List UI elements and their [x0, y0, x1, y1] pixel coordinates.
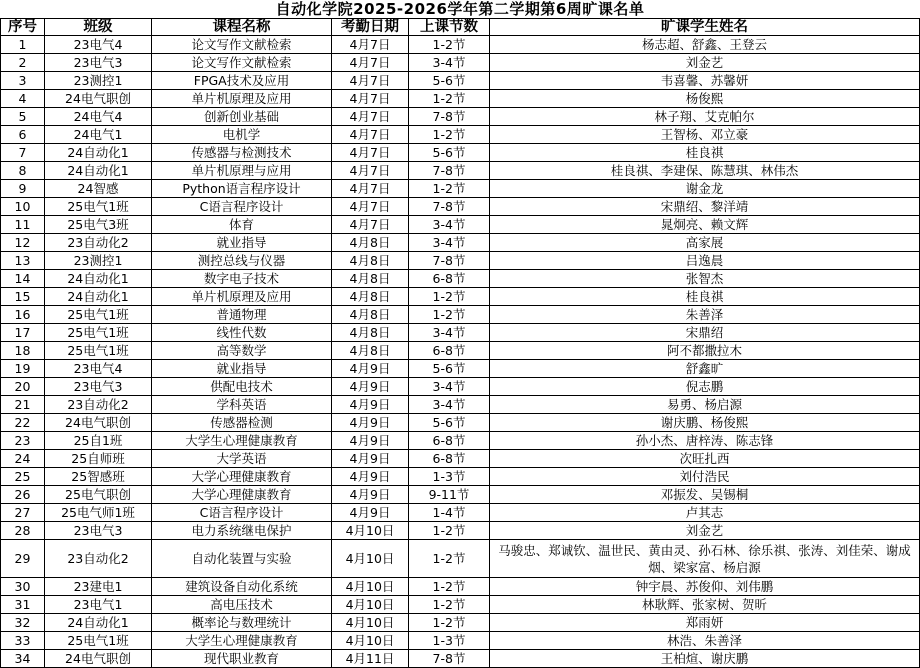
- cell-students: 吕逸晨: [490, 252, 920, 270]
- cell-students: 马骏忠、郑诚钦、温世民、黄由灵、孙石林、徐乐祺、张涛、刘佳荣、谢成烟、梁家富、杨启源: [490, 540, 920, 578]
- cell-students: 谢金龙: [490, 180, 920, 198]
- cell-no: 31: [1, 596, 45, 614]
- cell-students: 阿不都撒拉木: [490, 342, 920, 360]
- cell-date: 4月8日: [332, 342, 409, 360]
- cell-no: 29: [1, 540, 45, 578]
- cell-students: 晁炯亮、赖文辉: [490, 216, 920, 234]
- cell-date: 4月9日: [332, 486, 409, 504]
- cell-course: FPGA技术及应用: [152, 72, 332, 90]
- header-date: 考勤日期: [332, 19, 409, 36]
- cell-course: 高电压技术: [152, 596, 332, 614]
- cell-no: 18: [1, 342, 45, 360]
- table-row: [1, 180, 920, 198]
- cell-course: 供配电技术: [152, 378, 332, 396]
- cell-no: 20: [1, 378, 45, 396]
- cell-no: 13: [1, 252, 45, 270]
- cell-class: 25电气1班: [45, 632, 152, 650]
- table-row: [1, 144, 920, 162]
- cell-periods: 5-6节: [409, 360, 490, 378]
- cell-no: 19: [1, 360, 45, 378]
- cell-no: 15: [1, 288, 45, 306]
- cell-periods: 6-8节: [409, 342, 490, 360]
- cell-periods: 1-2节: [409, 180, 490, 198]
- cell-date: 4月9日: [332, 468, 409, 486]
- cell-course: C语言程序设计: [152, 198, 332, 216]
- cell-date: 4月10日: [332, 578, 409, 596]
- cell-class: 23电气4: [45, 360, 152, 378]
- cell-students: 王柏煊、谢庆鹏: [490, 650, 920, 668]
- cell-students: 王智杨、邓立豪: [490, 126, 920, 144]
- cell-date: 4月8日: [332, 234, 409, 252]
- table-row: [1, 378, 920, 396]
- table-row: [1, 432, 920, 450]
- cell-no: 8: [1, 162, 45, 180]
- cell-course: 创新创业基础: [152, 108, 332, 126]
- cell-no: 32: [1, 614, 45, 632]
- table-row: [1, 36, 920, 54]
- cell-no: 10: [1, 198, 45, 216]
- cell-periods: 3-4节: [409, 216, 490, 234]
- header-periods: 上课节数: [409, 19, 490, 36]
- cell-students: 朱善泽: [490, 306, 920, 324]
- cell-class: 23电气3: [45, 54, 152, 72]
- cell-no: 28: [1, 522, 45, 540]
- cell-class: 25电气职创: [45, 486, 152, 504]
- table-row: [1, 324, 920, 342]
- cell-course: 测控总线与仪器: [152, 252, 332, 270]
- cell-periods: 3-4节: [409, 234, 490, 252]
- cell-no: 33: [1, 632, 45, 650]
- header-class: 班级: [45, 19, 152, 36]
- cell-periods: 3-4节: [409, 396, 490, 414]
- cell-no: 16: [1, 306, 45, 324]
- cell-date: 4月7日: [332, 72, 409, 90]
- cell-class: 24自动化1: [45, 162, 152, 180]
- cell-date: 4月9日: [332, 378, 409, 396]
- table-row: [1, 650, 920, 668]
- table-row: [1, 522, 920, 540]
- cell-periods: 1-2节: [409, 288, 490, 306]
- cell-class: 25电气师1班: [45, 504, 152, 522]
- cell-date: 4月8日: [332, 324, 409, 342]
- cell-course: 电力系统继电保护: [152, 522, 332, 540]
- cell-no: 5: [1, 108, 45, 126]
- cell-periods: 1-2节: [409, 36, 490, 54]
- cell-students: 易勇、杨启源: [490, 396, 920, 414]
- cell-course: 单片机原理及应用: [152, 288, 332, 306]
- cell-date: 4月8日: [332, 288, 409, 306]
- cell-class: 23测控1: [45, 252, 152, 270]
- cell-students: 林浩、朱善泽: [490, 632, 920, 650]
- cell-class: 24自动化1: [45, 614, 152, 632]
- cell-students: 杨志超、舒鑫、王登云: [490, 36, 920, 54]
- cell-class: 25电气1班: [45, 306, 152, 324]
- cell-course: 概率论与数理统计: [152, 614, 332, 632]
- cell-no: 34: [1, 650, 45, 668]
- cell-date: 4月10日: [332, 614, 409, 632]
- cell-class: 25电气1班: [45, 324, 152, 342]
- cell-date: 4月11日: [332, 650, 409, 668]
- cell-students: 杨俊熙: [490, 90, 920, 108]
- cell-periods: 1-3节: [409, 632, 490, 650]
- cell-course: C语言程序设计: [152, 504, 332, 522]
- cell-course: 普通物理: [152, 306, 332, 324]
- cell-students: 谢庆鹏、杨俊熙: [490, 414, 920, 432]
- cell-class: 23电气3: [45, 522, 152, 540]
- cell-students: 郑雨妍: [490, 614, 920, 632]
- cell-class: 25电气1班: [45, 198, 152, 216]
- cell-periods: 1-2节: [409, 540, 490, 578]
- cell-students: 钟宇晨、苏俊仰、刘伟鹏: [490, 578, 920, 596]
- cell-course: 自动化装置与实验: [152, 540, 332, 578]
- table-row: [1, 450, 920, 468]
- cell-students: 卢其志: [490, 504, 920, 522]
- cell-date: 4月9日: [332, 450, 409, 468]
- cell-course: 大学生心理健康教育: [152, 632, 332, 650]
- cell-date: 4月7日: [332, 54, 409, 72]
- table-row: [1, 468, 920, 486]
- cell-students: 张智杰: [490, 270, 920, 288]
- cell-course: 现代职业教育: [152, 650, 332, 668]
- table-row: [1, 108, 920, 126]
- cell-students: 刘金艺: [490, 522, 920, 540]
- cell-date: 4月9日: [332, 414, 409, 432]
- cell-date: 4月7日: [332, 162, 409, 180]
- cell-periods: 7-8节: [409, 108, 490, 126]
- cell-periods: 9-11节: [409, 486, 490, 504]
- cell-students: 孙小杰、唐梓涛、陈志锋: [490, 432, 920, 450]
- cell-course: 传感器与检测技术: [152, 144, 332, 162]
- cell-no: 4: [1, 90, 45, 108]
- cell-class: 24电气职创: [45, 650, 152, 668]
- cell-periods: 1-2节: [409, 578, 490, 596]
- table-row: [1, 360, 920, 378]
- table-row: [1, 72, 920, 90]
- cell-course: 大学心理健康教育: [152, 468, 332, 486]
- cell-class: 24电气1: [45, 126, 152, 144]
- cell-students: 刘付浩民: [490, 468, 920, 486]
- cell-course: 就业指导: [152, 234, 332, 252]
- cell-course: 论文写作文献检索: [152, 36, 332, 54]
- cell-date: 4月7日: [332, 36, 409, 54]
- table-row: [1, 342, 920, 360]
- header-course: 课程名称: [152, 19, 332, 36]
- cell-date: 4月10日: [332, 540, 409, 578]
- cell-date: 4月7日: [332, 198, 409, 216]
- table-row: [1, 216, 920, 234]
- header-no: 序号: [1, 19, 45, 36]
- table-row: [1, 414, 920, 432]
- cell-periods: 1-2节: [409, 306, 490, 324]
- cell-students: 邓振发、吴锡桐: [490, 486, 920, 504]
- cell-class: 24自动化1: [45, 270, 152, 288]
- table-row: [1, 540, 920, 578]
- cell-periods: 5-6节: [409, 144, 490, 162]
- cell-no: 7: [1, 144, 45, 162]
- table-row: [1, 306, 920, 324]
- cell-students: 舒鑫旷: [490, 360, 920, 378]
- cell-date: 4月8日: [332, 252, 409, 270]
- cell-date: 4月7日: [332, 90, 409, 108]
- table-row: [1, 54, 920, 72]
- cell-class: 25电气1班: [45, 342, 152, 360]
- cell-periods: 5-6节: [409, 414, 490, 432]
- cell-periods: 1-2节: [409, 126, 490, 144]
- cell-students: 桂良祺、李建保、陈慧琪、林伟杰: [490, 162, 920, 180]
- cell-date: 4月10日: [332, 596, 409, 614]
- cell-class: 23测控1: [45, 72, 152, 90]
- cell-periods: 7-8节: [409, 252, 490, 270]
- table-row: [1, 126, 920, 144]
- cell-class: 25智感班: [45, 468, 152, 486]
- cell-periods: 1-2节: [409, 522, 490, 540]
- cell-course: 大学英语: [152, 450, 332, 468]
- cell-course: 线性代数: [152, 324, 332, 342]
- cell-no: 30: [1, 578, 45, 596]
- cell-no: 26: [1, 486, 45, 504]
- cell-periods: 7-8节: [409, 162, 490, 180]
- cell-no: 17: [1, 324, 45, 342]
- cell-course: 单片机原理与应用: [152, 162, 332, 180]
- cell-course: 体育: [152, 216, 332, 234]
- cell-class: 24自动化1: [45, 144, 152, 162]
- table-body: [1, 36, 920, 668]
- cell-course: 学科英语: [152, 396, 332, 414]
- sheet-title: 自动化学院2025-2026学年第二学期第6周旷课名单: [275, 0, 645, 18]
- cell-course: 高等数学: [152, 342, 332, 360]
- table-row: [1, 504, 920, 522]
- cell-class: 24电气职创: [45, 90, 152, 108]
- cell-no: 12: [1, 234, 45, 252]
- cell-no: 2: [1, 54, 45, 72]
- absence-table: [0, 18, 920, 668]
- cell-course: 单片机原理及应用: [152, 90, 332, 108]
- cell-date: 4月9日: [332, 504, 409, 522]
- cell-course: 就业指导: [152, 360, 332, 378]
- table-row: [1, 90, 920, 108]
- cell-date: 4月9日: [332, 360, 409, 378]
- cell-periods: 1-4节: [409, 504, 490, 522]
- cell-students: 桂良祺: [490, 144, 920, 162]
- header-students: 旷课学生姓名: [490, 19, 920, 36]
- cell-no: 1: [1, 36, 45, 54]
- cell-students: 林子翔、艾克帕尔: [490, 108, 920, 126]
- cell-no: 23: [1, 432, 45, 450]
- cell-date: 4月10日: [332, 632, 409, 650]
- cell-date: 4月7日: [332, 180, 409, 198]
- table-row: [1, 288, 920, 306]
- cell-date: 4月8日: [332, 270, 409, 288]
- cell-date: 4月8日: [332, 306, 409, 324]
- cell-class: 23电气3: [45, 378, 152, 396]
- cell-course: 电机学: [152, 126, 332, 144]
- cell-students: 林耿辉、张家树、贺昕: [490, 596, 920, 614]
- table-row: [1, 578, 920, 596]
- cell-course: 大学生心理健康教育: [152, 432, 332, 450]
- cell-no: 25: [1, 468, 45, 486]
- cell-students: 韦喜馨、苏馨妍: [490, 72, 920, 90]
- cell-periods: 3-4节: [409, 324, 490, 342]
- table-row: [1, 596, 920, 614]
- cell-date: 4月7日: [332, 144, 409, 162]
- cell-class: 23电气1: [45, 596, 152, 614]
- cell-course: 建筑设备自动化系统: [152, 578, 332, 596]
- cell-no: 24: [1, 450, 45, 468]
- cell-date: 4月9日: [332, 432, 409, 450]
- table-row: [1, 486, 920, 504]
- cell-students: 次旺扎西: [490, 450, 920, 468]
- cell-periods: 6-8节: [409, 450, 490, 468]
- table-row: [1, 614, 920, 632]
- table-row: [1, 632, 920, 650]
- cell-periods: 5-6节: [409, 72, 490, 90]
- table-row: [1, 198, 920, 216]
- table-row: [1, 252, 920, 270]
- cell-no: 27: [1, 504, 45, 522]
- cell-class: 25自1班: [45, 432, 152, 450]
- cell-class: 24自动化1: [45, 288, 152, 306]
- header-row: [1, 19, 920, 36]
- cell-periods: 1-3节: [409, 468, 490, 486]
- cell-class: 23建电1: [45, 578, 152, 596]
- cell-students: 宋鼎绍、黎洋靖: [490, 198, 920, 216]
- cell-periods: 3-4节: [409, 378, 490, 396]
- cell-course: 数字电子技术: [152, 270, 332, 288]
- cell-class: 23自动化2: [45, 234, 152, 252]
- cell-no: 3: [1, 72, 45, 90]
- cell-no: 14: [1, 270, 45, 288]
- table-row: [1, 270, 920, 288]
- cell-date: 4月10日: [332, 522, 409, 540]
- cell-no: 22: [1, 414, 45, 432]
- cell-course: 大学心理健康教育: [152, 486, 332, 504]
- cell-periods: 1-2节: [409, 614, 490, 632]
- cell-class: 23自动化2: [45, 396, 152, 414]
- cell-date: 4月7日: [332, 216, 409, 234]
- cell-no: 21: [1, 396, 45, 414]
- cell-date: 4月7日: [332, 108, 409, 126]
- cell-class: 23电气4: [45, 36, 152, 54]
- cell-periods: 7-8节: [409, 650, 490, 668]
- cell-students: 宋鼎绍: [490, 324, 920, 342]
- table-row: [1, 234, 920, 252]
- cell-periods: 7-8节: [409, 198, 490, 216]
- cell-students: 高家展: [490, 234, 920, 252]
- cell-periods: 6-8节: [409, 432, 490, 450]
- cell-date: 4月7日: [332, 126, 409, 144]
- cell-date: 4月9日: [332, 396, 409, 414]
- table-row: [1, 396, 920, 414]
- cell-students: 倪志鹏: [490, 378, 920, 396]
- cell-class: 23自动化2: [45, 540, 152, 578]
- cell-course: 论文写作文献检索: [152, 54, 332, 72]
- cell-class: 25自师班: [45, 450, 152, 468]
- cell-course: Python语言程序设计: [152, 180, 332, 198]
- cell-students: 刘金艺: [490, 54, 920, 72]
- cell-periods: 3-4节: [409, 54, 490, 72]
- table-row: [1, 162, 920, 180]
- cell-class: 24电气4: [45, 108, 152, 126]
- cell-class: 24智感: [45, 180, 152, 198]
- cell-no: 9: [1, 180, 45, 198]
- cell-periods: 1-2节: [409, 90, 490, 108]
- cell-class: 25电气3班: [45, 216, 152, 234]
- cell-course: 传感器检测: [152, 414, 332, 432]
- cell-periods: 1-2节: [409, 596, 490, 614]
- cell-no: 6: [1, 126, 45, 144]
- cell-no: 11: [1, 216, 45, 234]
- cell-class: 24电气职创: [45, 414, 152, 432]
- cell-students: 桂良祺: [490, 288, 920, 306]
- cell-periods: 6-8节: [409, 270, 490, 288]
